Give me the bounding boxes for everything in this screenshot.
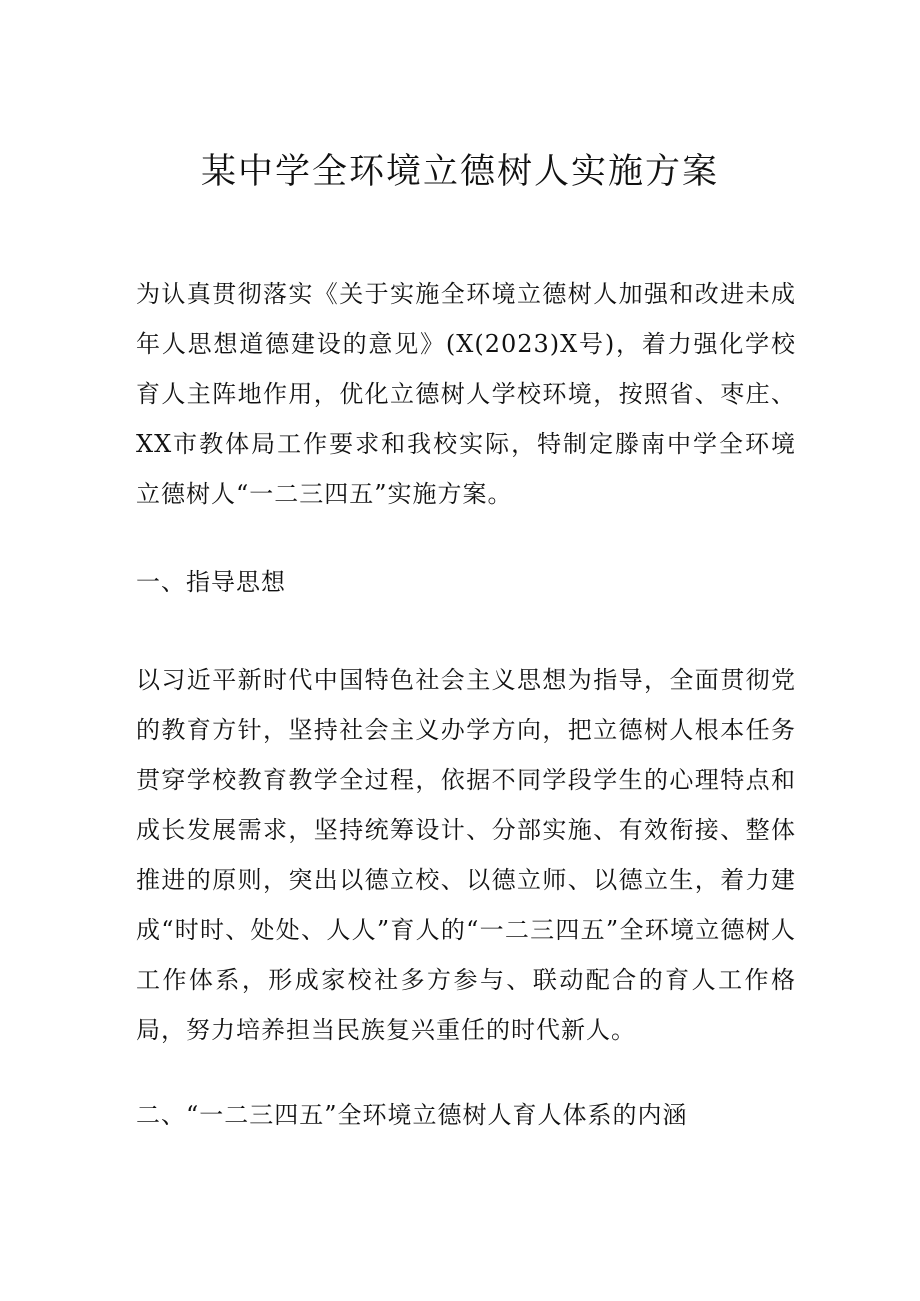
document-title: 某中学全环境立德树人实施方案 — [200, 152, 719, 192]
section-heading-guiding-ideology: 一、指导思想 — [136, 568, 286, 596]
section-body-guiding-ideology: 以习近平新时代中国特色社会主义思想为指导，全面贯彻党的教育方针，坚持社会主义办学方向，把立德树人根本任务贯穿学校教育教学全过程，依据不同学段学生的心理特点和成长发展需求，坚持统筹设计、分部实施、有效衔接、整体推进的原则，突出以德立校、以德立师、以德立生，着力建成“时时、处处、人人”育人的“一二三四五”全环境立德树人工作体系，形成家校社多方参与、联动配合的育人工作格局，努力培养担当民族复兴重任的时代新人。 — [136, 666, 796, 1044]
section-heading-system-connotation: 二、“一二三四五”全环境立德树人育人体系的内涵 — [136, 1101, 688, 1129]
intro-paragraph: 为认真贯彻落实《关于实施全环境立德树人加强和改进未成年人思想道德建设的意见》(X(2023)X号)，着力强化学校育人主阵地作用，优化立德树人学校环境，按照省、枣庄、XX市教体局工作要求和我校实际，特制定滕南中学全环境立德树人“一二三四五”实施方案。 — [136, 280, 796, 508]
